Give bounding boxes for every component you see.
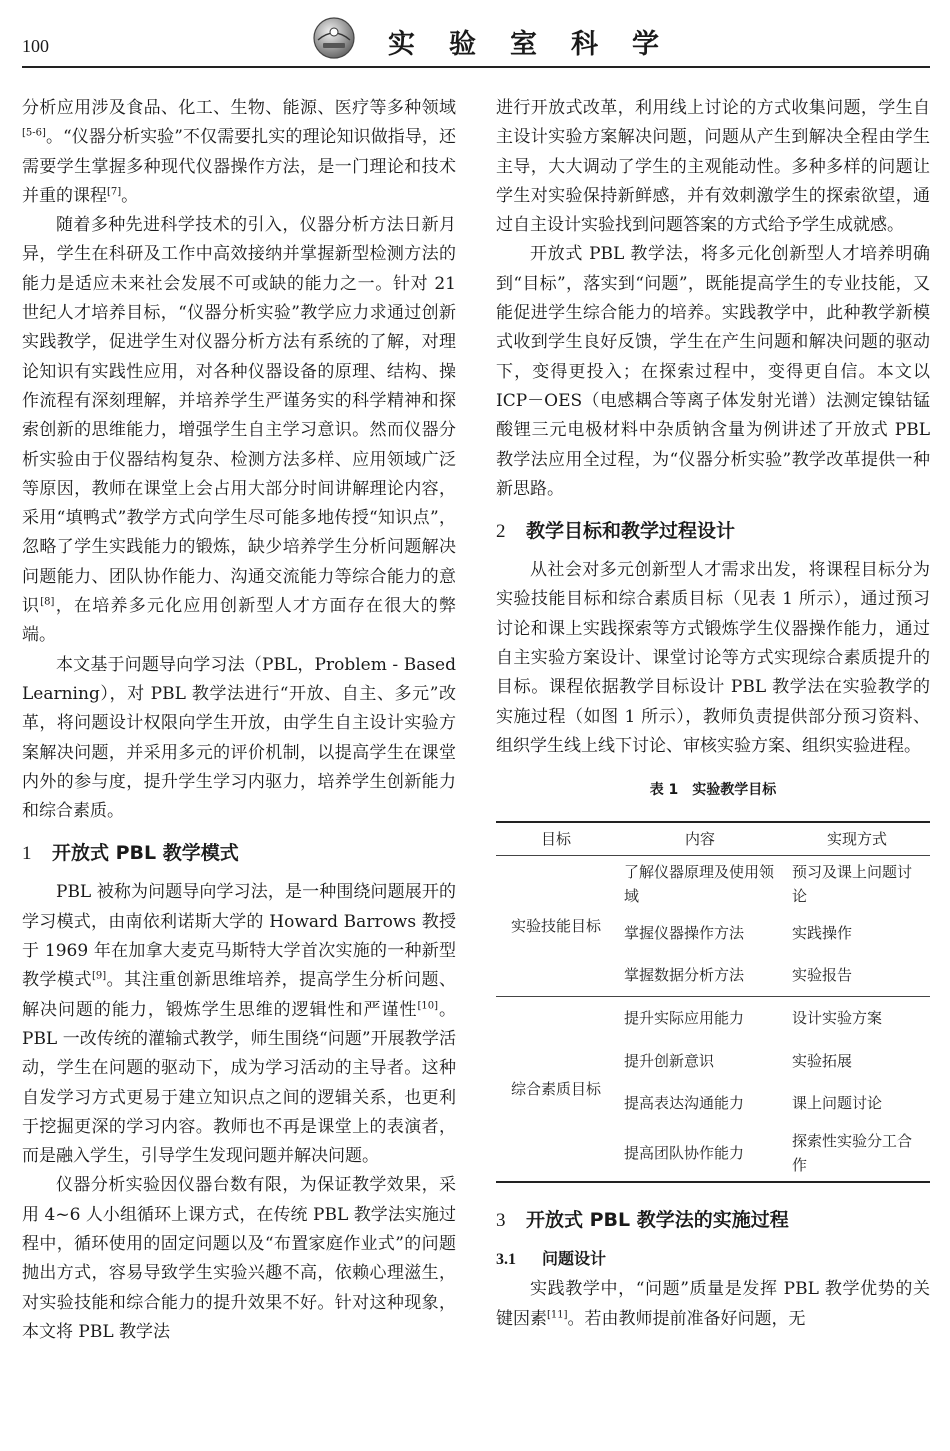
table-cell: 提高表达沟通能力 (624, 1094, 745, 1113)
citation: [8] (40, 596, 55, 608)
table-cell: 课上问题讨论 (792, 1094, 883, 1113)
table-header-method: 实现方式 (784, 822, 930, 856)
section-heading-2: 2 教学目标和教学过程设计 (496, 520, 736, 543)
paragraph: 进行开放式改革，利用线上讨论的方式收集问题，学生自主设计实验方案解决问题，问题从产生到解决全程由学生主导，大大调动了学生的主观能动性。多种多样的问题让学生对实验保持新鲜感，并有效刺激学生的探索欲望，通过自主设计实验找到问题答案的方式给予学生成就感。 (496, 98, 930, 236)
paragraph: 分析应用涉及食品、化工、生物、能源、医疗等多种领域[5-6]。“仪器分析实验”不仅需要扎实的理论知识做指导，还需要学生掌握多种现代仪器操作方法，是一门理论和技术并重的课程[7]。 (22, 98, 456, 206)
subsection-heading-3-1: 3.1 问题设计 (496, 1249, 607, 1269)
table-cell: 实验报告 (784, 954, 930, 996)
table-cell: 提升创新意识 (624, 1052, 715, 1071)
table-cell: 实践操作 (792, 924, 853, 943)
citation: [10] (417, 999, 439, 1011)
left-column (22, 94, 456, 1347)
table-row (496, 996, 930, 1040)
table-header-row (496, 822, 930, 856)
table-cell: 掌握数据分析方法 (616, 954, 784, 996)
section-heading-1: 1 开放式 PBL 教学模式 (22, 842, 239, 865)
table-cell: 探索性实验分工合作 (784, 1124, 930, 1182)
journal-emblem-icon (312, 16, 356, 60)
paragraph: PBL 被称为问题导向学习法，是一种围绕问题展开的学习模式，由南依利诺斯大学的 Howard Barrows 教授于 1969 年在加拿大麦克马斯特大学首次实施的一种新型教学模式[9]。其注重创新思维培养，提高学生分析问题、解决问题的能力，锻炼学生思维的逻辑性和严谨性[10]。PBL 一改传统的灌输式教学，师生围绕“问题”开展教学活动，学生在问题的驱动下，成为学习活动的主导者。这种自发学习方式更易于建立知识点之间的逻辑关系，也更利于挖掘更深的学习内容。教师也不再是课堂上的表演者，而是融入学生，引导学生发现问题并解决问题。 (22, 882, 457, 1167)
paragraph: 随着多种先进科学技术的引入，仪器分析方法日新月异，学生在科研及工作中高效接纳并掌握新型检测方法的能力是适应未来社会发展不可或缺的能力之一。针对 21 世纪人才培养目标，“仪器分析实验”教学应力求通过创新实践教学，促进学生对仪器分析方法有系统的了解，对理论知识有实践性应用，对各种仪器设备的原理、结构、操作流程有深刻理解，并培养学生严谨务实的科学精神和探索创新的思维能力，增强学生自主学习意识。然而仪器分析实验由于仪器结构复杂、检测方法多样、应用领域广泛等原因，教师在课堂上会占用大部分时间讲解理论内容，采用“填鸭式”教学方式向学生尽可能多地传授“知识点”，忽略了学生实践能力的锻炼，缺少培养学生分析问题解决问题能力、团队协作能力、沟通交流能力等综合能力的意识[8]，在培养多元化应用创新型人才方面存在很大的弊端。 (22, 215, 457, 646)
citation: [5-6] (22, 127, 46, 139)
table-cell: 预习及课上问题讨论 (792, 863, 913, 906)
page-number: 100 (22, 36, 49, 56)
paragraph: 仪器分析实验因仪器台数有限，为保证教学效果，采用 4~6 人小组循环上课方式，在传统 PBL 教学法实施过程中，循环使用的固定问题以及“布置家庭作业式”的问题抛出方式，容易导致学生实验兴趣不高，依赖心理滋生，对实验技能和综合能力的提升效果不好。针对这种现象，本文将 PBL 教学法 (22, 1175, 456, 1342)
table-cell: 实验拓展 (792, 1052, 853, 1071)
table-cell: 掌握仪器操作方法 (624, 924, 745, 943)
paragraph: 本文基于问题导向学习法（PBL，Problem - Based Learning），对 PBL 教学法进行“开放、自主、多元”改革，将问题设计权限向学生开放，由学生自主设计实验方案解决问题，并采用多元的评价机制，以提高学生在课堂内外的参与度，提升学生学习内驱力，培养学生创新能力和综合素质。 (22, 654, 456, 822)
header-rule (22, 66, 930, 68)
table-header-content: 内容 (616, 822, 784, 856)
table-cell: 设计实验方案 (792, 1009, 883, 1028)
paragraph: 从社会对多元创新型人才需求出发，将课程目标分为实验技能目标和综合素质目标（见表 1 所示），通过预习讨论和课上实践探索等方式锻炼学生仪器操作能力，通过自主实验方案设计、课堂讨论等方式实现综合素质提升的目标。课程依据教学目标设计 PBL 教学法在实验教学的实施过程（如图 1 所示），教师负责提供部分预习资料、组织学生线上线下讨论、审核实验方案、组织实验进程。 (496, 560, 930, 756)
page-header (0, 0, 950, 68)
table-cell-goal: 综合素质目标 (496, 996, 616, 1182)
table-cell: 提升实际应用能力 (624, 1009, 745, 1028)
section-heading-3: 3 开放式 PBL 教学法的实施过程 (496, 1209, 789, 1232)
citation: [11] (547, 1308, 568, 1320)
paragraph: 开放式 PBL 教学法，将多元化创新型人才培养明确到“目标”，落实到“问题”，既能提高学生的专业技能，又能促进学生综合能力的培养。实践教学中，此种教学新模式收到学生良好反馈，学生在产生问题和解决问题的驱动下，变得更投入；在探索过程中，变得更自信。本文以 ICP－OES（电感耦合等离子体发射光谱）法测定镍钴锰酸锂三元电极材料中杂质钠含量为例讲述了开放式 PBL 教学法应用全过程，为“仪器分析实验”教学改革提供一种新思路。 (496, 244, 930, 499)
journal-title: 实验室科学 (388, 29, 693, 60)
paragraph: 实践教学中，“问题”质量是发挥 PBL 教学优势的关键因素[11]。若由教师提前准备好问题，无 (496, 1279, 930, 1329)
table-cell-goal: 实验技能目标 (496, 856, 616, 997)
citation: [7] (107, 186, 122, 198)
table-cell: 提高团队协作能力 (616, 1124, 784, 1182)
table-caption: 表 1 实验教学目标 (649, 782, 777, 799)
table-cell: 了解仪器原理及使用领域 (624, 863, 775, 906)
table-row (496, 856, 930, 913)
right-column (496, 94, 930, 1334)
table-header-goal: 目标 (496, 822, 616, 856)
citation: [9] (91, 970, 107, 982)
teaching-goals-table (496, 821, 930, 1183)
